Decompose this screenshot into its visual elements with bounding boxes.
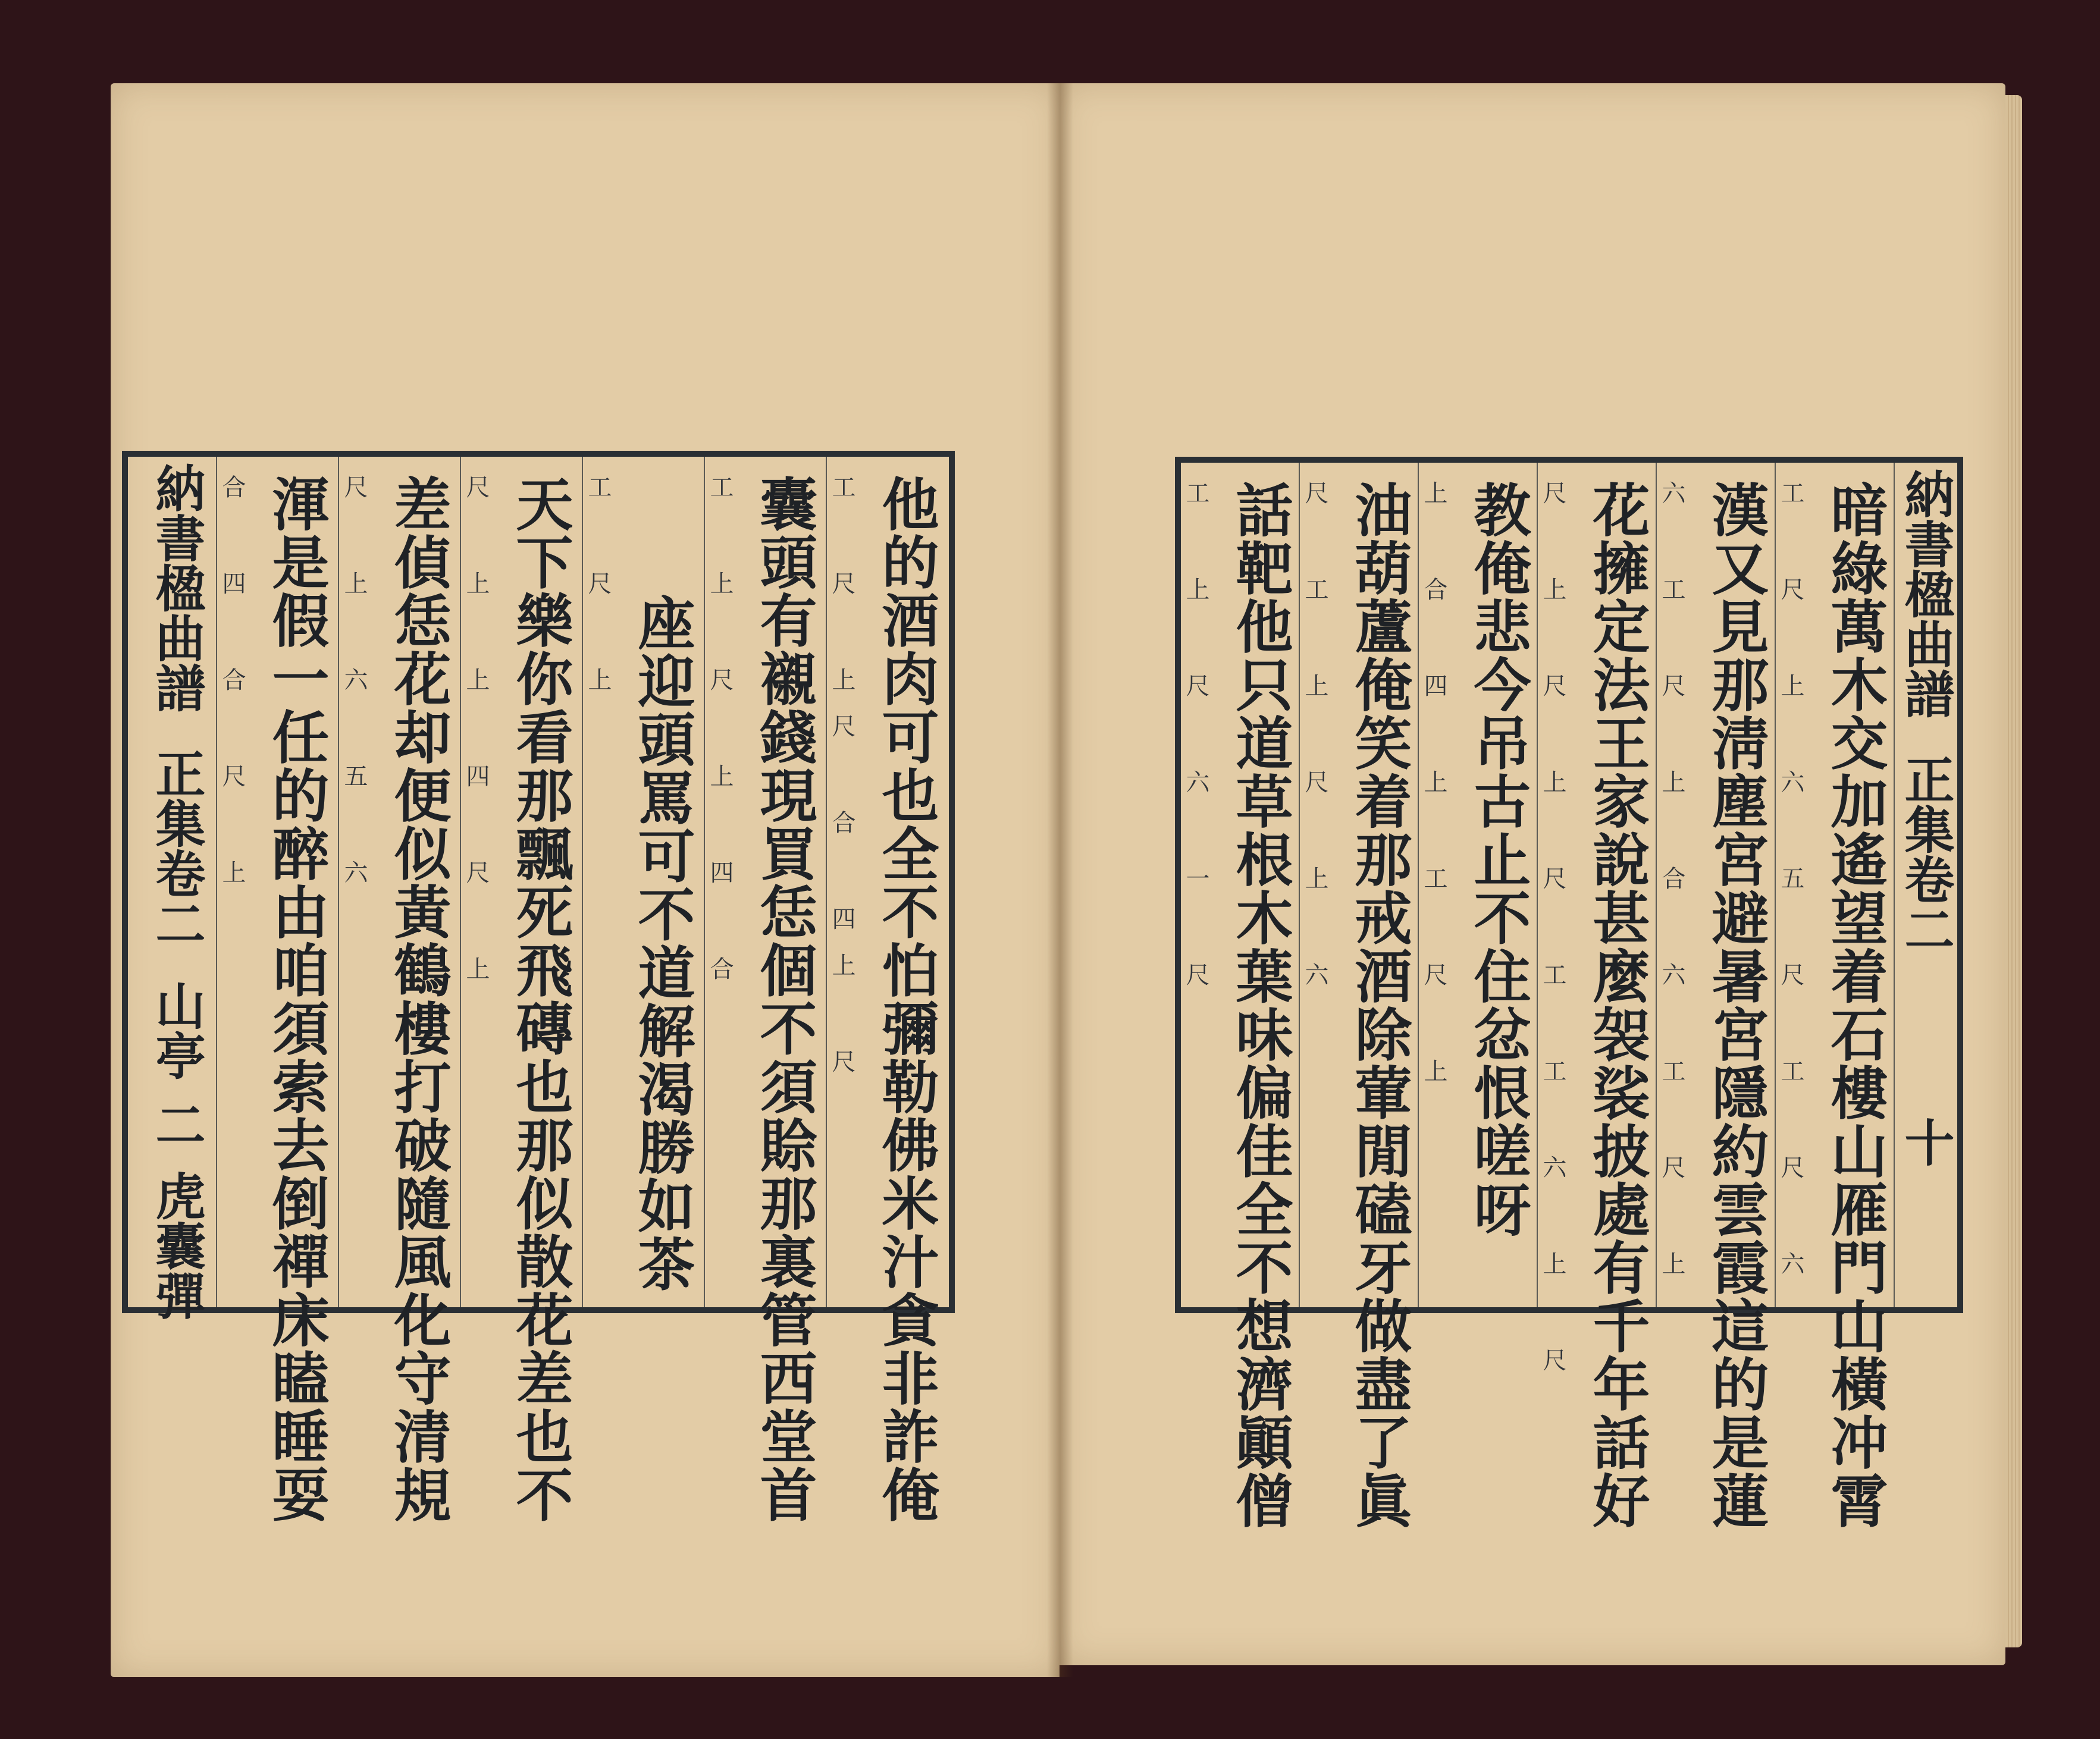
notation-line: 尺 工 上 尺 上 六 bbox=[1301, 481, 1328, 1009]
left-margin-column bbox=[128, 457, 217, 1320]
lyric-line: 他的酒肉可也全不怕彌勒佛米汁貪非詐俺 bbox=[873, 475, 940, 1524]
text-column bbox=[705, 457, 827, 1524]
lyric-line: 渾是假一任的醉由咱須索去倒禪床瞌睡耍 bbox=[263, 475, 330, 1524]
text-column bbox=[1181, 463, 1300, 1530]
right-margin-column bbox=[1895, 463, 1957, 1307]
text-column bbox=[827, 457, 949, 1524]
text-column bbox=[1776, 463, 1895, 1530]
lyric-line: 暗綠萬木交加遙望着石樓山雁門山橫冲霄 bbox=[1822, 481, 1889, 1530]
notation-line: 合 四 合 尺 上 bbox=[218, 475, 246, 906]
notation-line: 六 工 尺 上 合 六 工 尺 上 bbox=[1658, 481, 1685, 1298]
text-column bbox=[461, 457, 583, 1524]
notation-line: 上 合 四 上 工 尺 上 bbox=[1420, 481, 1447, 1105]
play-title: 山亭 bbox=[148, 980, 206, 1080]
notation-line: 尺 上 六 五 六 bbox=[340, 475, 368, 906]
volume-label: 正集卷二 bbox=[148, 748, 206, 948]
publisher-mark: 虎囊彈 bbox=[148, 1170, 206, 1320]
notation-line: 工 尺 上 六 五 尺 工 尺 六 bbox=[1777, 481, 1804, 1298]
notation-line: 工 上 尺 上 四 合 bbox=[706, 475, 734, 1003]
notation-line: 尺 上 上 四 尺 上 bbox=[462, 475, 490, 1003]
right-text-block bbox=[1175, 457, 1963, 1530]
margin-title: 納書楹曲譜 bbox=[1897, 469, 1955, 718]
text-column bbox=[339, 457, 461, 1524]
notation-line: 工 尺 上 bbox=[584, 475, 612, 714]
text-column bbox=[583, 457, 705, 1307]
lyric-line: 座迎頭罵可不道解渴勝如茶 bbox=[629, 594, 696, 1293]
lyric-line: 天下樂你看那飄死飛磚也那似散花差也不 bbox=[507, 475, 574, 1524]
left-text-block bbox=[122, 451, 955, 1524]
text-column bbox=[1300, 463, 1419, 1530]
text-column bbox=[1538, 463, 1657, 1530]
lyric-line: 教俺悲今吊古止不住忿恨嗟呀 bbox=[1465, 481, 1532, 1238]
page-edge-stack bbox=[2005, 95, 2022, 1647]
lyric-line: 囊頭有襯錢現買恁個不須賒那裏管西堂首 bbox=[751, 475, 818, 1524]
text-column bbox=[217, 457, 339, 1524]
notation-line: 工 上 尺 六 一 尺 bbox=[1182, 481, 1209, 1009]
lyric-line: 漢又見那淸塵宮避暑宮隱約雲霞這的是蓮 bbox=[1703, 481, 1770, 1530]
lyric-line: 話靶他只道草根木葉味偏佳全不想濟顚僧 bbox=[1227, 481, 1294, 1530]
folio-number: 十 bbox=[1897, 1117, 1955, 1167]
lyric-line: 油葫蘆俺笑着那戒酒除葷閒磕牙做盡了眞 bbox=[1346, 481, 1413, 1530]
text-column bbox=[1657, 463, 1776, 1530]
volume-label: 正集卷二 bbox=[1897, 754, 1955, 954]
text-column bbox=[1419, 463, 1538, 1307]
notation-line: 工 尺 上尺 合 四上 尺 bbox=[828, 475, 855, 1095]
lyric-line: 花擁定法王家說甚麼袈裟披處有千年話好 bbox=[1584, 481, 1651, 1530]
folio-number: 二 bbox=[148, 1099, 206, 1149]
book-spine bbox=[1047, 83, 1073, 1677]
margin-title: 納書楹曲譜 bbox=[148, 463, 206, 712]
lyric-line: 差偵恁花却便似黃鶴樓打破隨風化守清規 bbox=[385, 475, 452, 1524]
notation-line: 尺 上 尺 上 尺 工 工 六 上 尺 bbox=[1539, 481, 1566, 1394]
